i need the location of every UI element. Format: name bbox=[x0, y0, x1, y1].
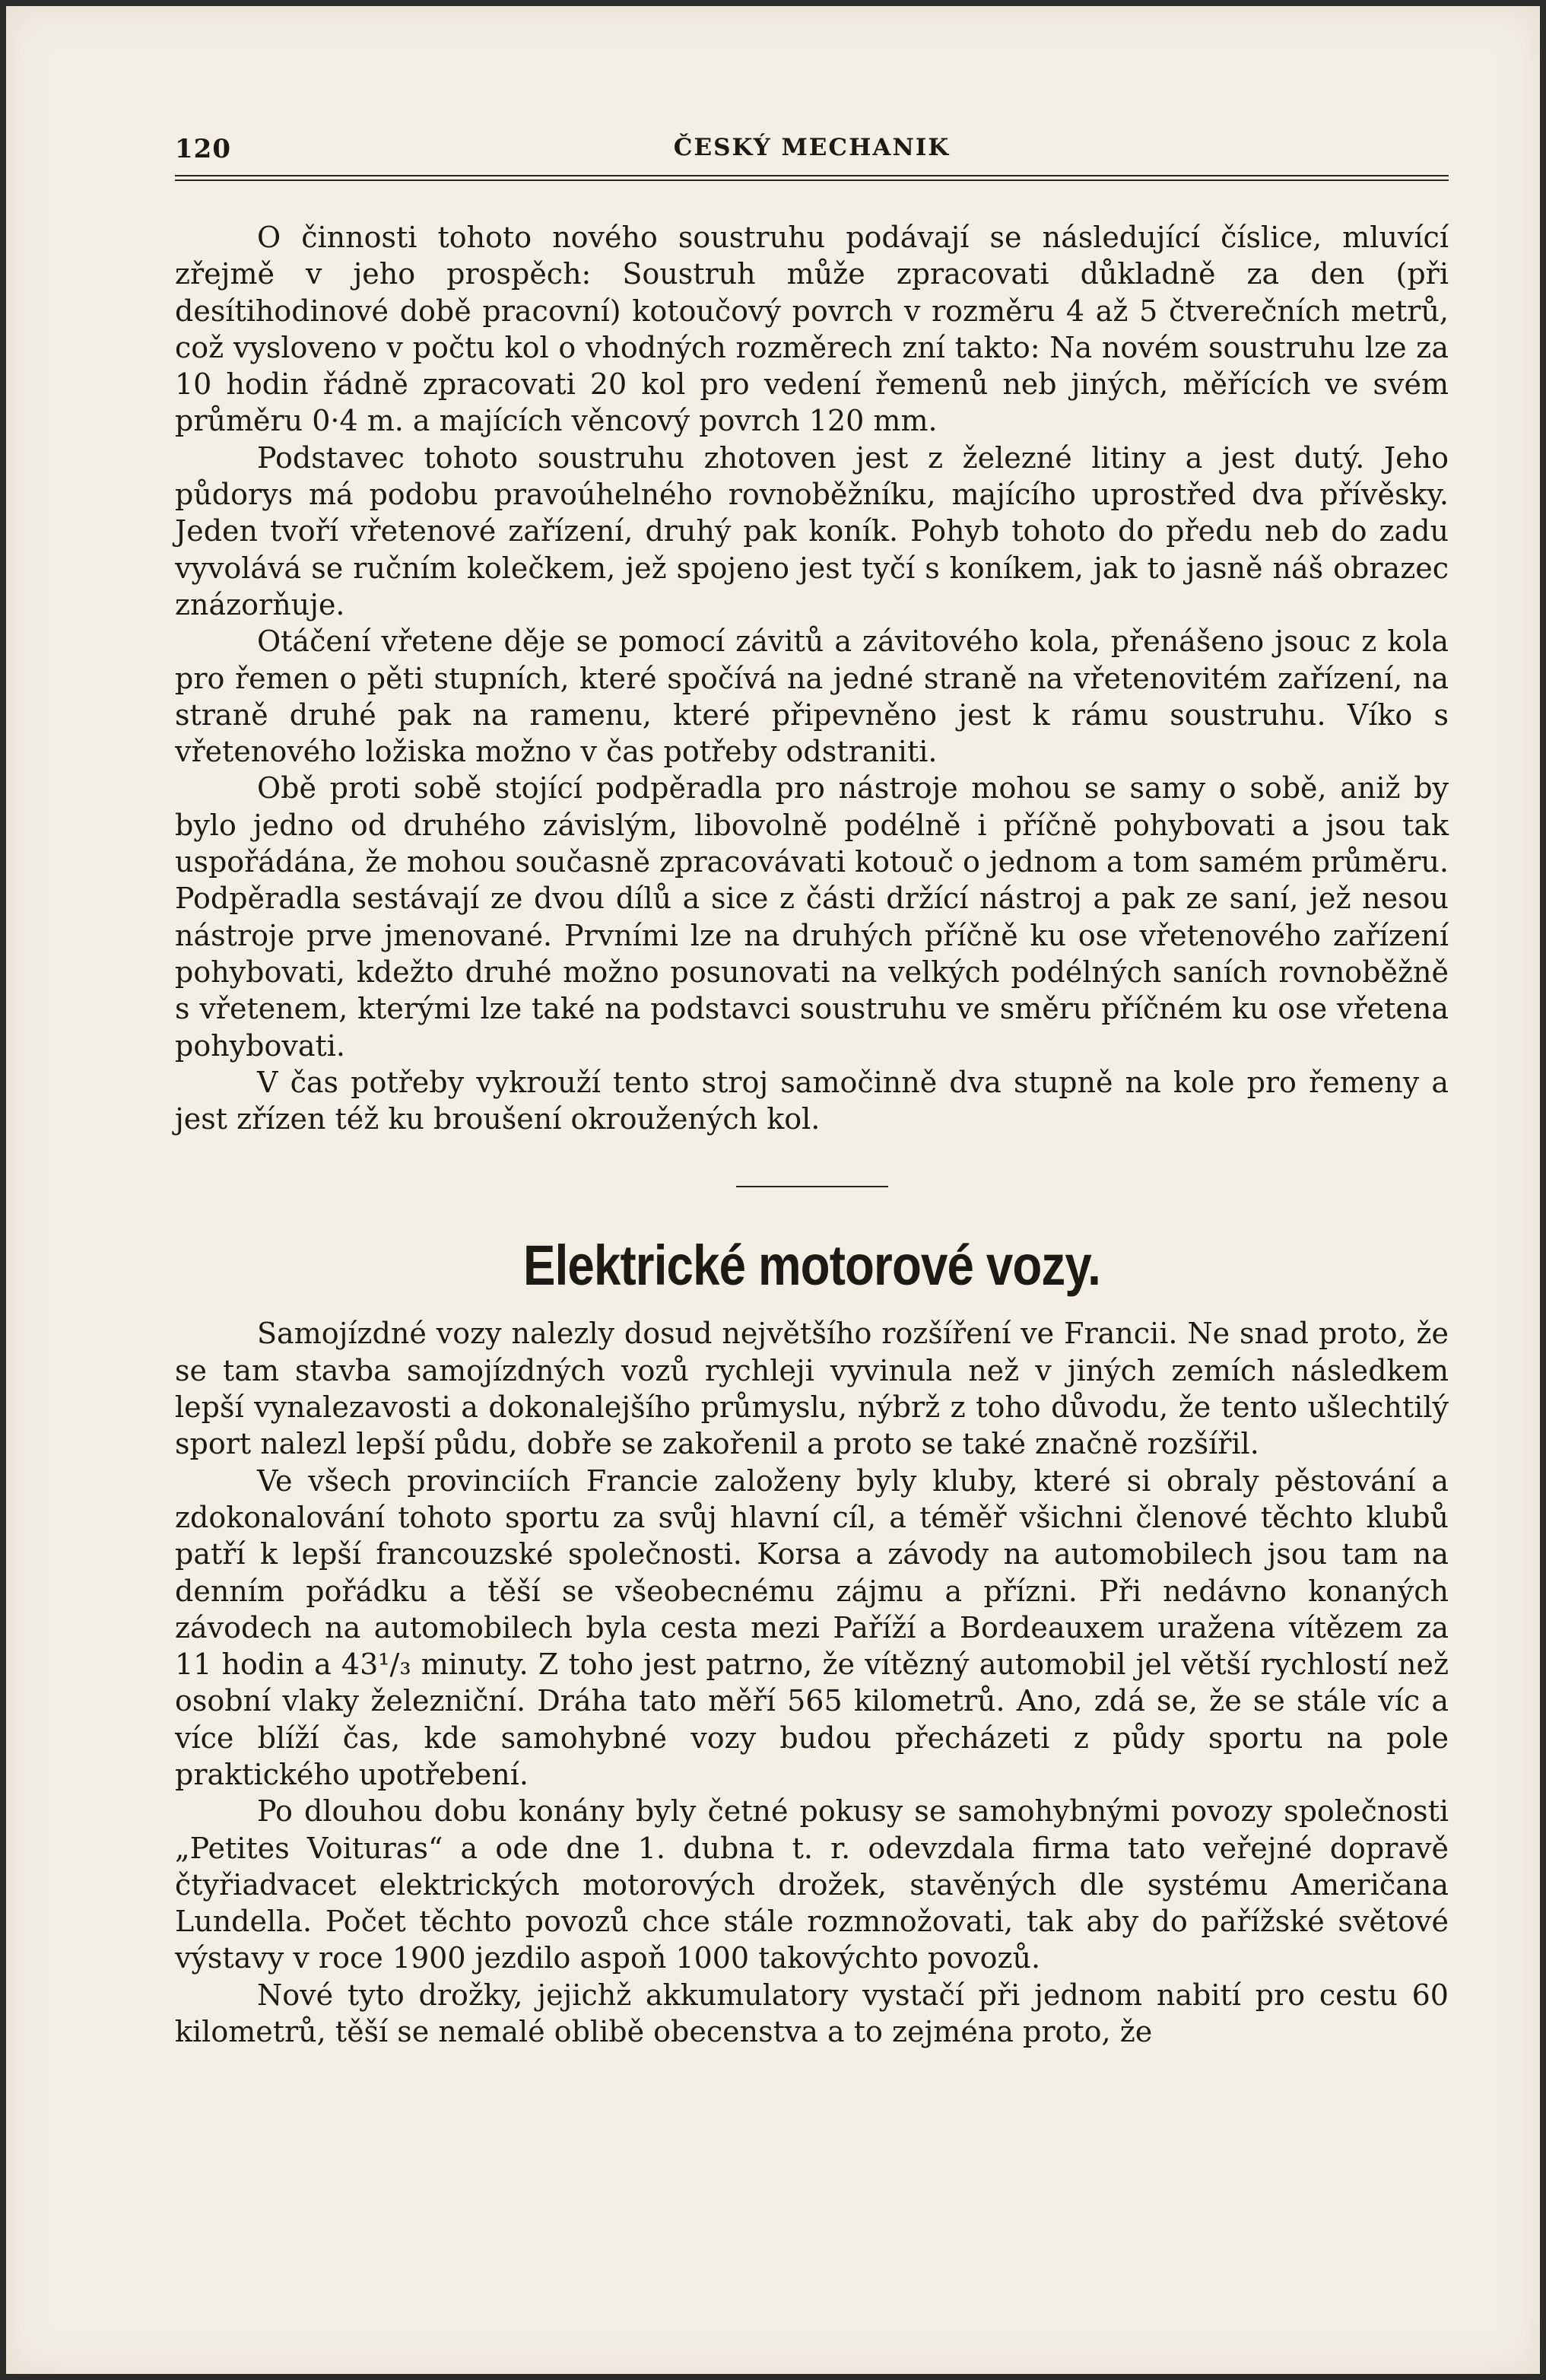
paragraph: Ve všech provinciích Francie založeny byly kluby, které si obraly pěstování a zdokonalování tohoto sportu za svůj hlavní cíl, a téměř všichni členové těchto klubů patří k lepší francouzské společnosti. Korsa a závody na automobilech jsou tam na denním pořádku a těší se všeobecnému zájmu a přízni. Při nedávno konaných závodech na automobilech byla cesta mezi Paříží a Bordeauxem uražena vítězem za 11 hodin a 43¹/₃ minuty. Z toho jest patrno, že vítězný automobil jel větší rychlostí než osobní vlaky železniční. Dráha tato měří 565 kilometrů. Ano, zdá se, že se stále víc a více blíží čas, kde samohybné vozy budou přecházeti z půdy sportu na pole praktického upotřebení. bbox=[175, 1463, 1449, 1791]
header-rule bbox=[175, 175, 1449, 176]
paragraph: O činnosti tohoto nového soustruhu podávají se následující číslice, mluvící zřejmě v jeho prospěch: Soustruh může zpracovati důkladně za den (při desítihodinové době pracovní) kotoučový povrch v rozměru 4 až 5 čtverečních metrů, což vysloveno v počtu kol o vhodných rozměrech zní takto: Na novém soustruhu lze za 10 hodin řádně zpracovati 20 kol pro vedení řemenů neb jiných, měřících ve svém průměru 0·4 m. a majících věncový povrch 120 mm. bbox=[175, 221, 1449, 438]
paragraph: Po dlouhou dobu konány byly četné pokusy se samohybnými povozy společnosti „Petites Voituras“ a ode dne 1. dubna t. r. odevzdala firma tato veřejné dopravě čtyřiadvacet elektrických motorových drožek, stavěných dle systému Američana Lundella. Počet těchto povozů chce stále rozmnožovati, tak aby do pařížské světové výstavy v roce 1900 jezdilo aspoň 1000 takovýchto povozů. bbox=[175, 1794, 1449, 1975]
running-head: ČESKÝ MECHANIK bbox=[673, 134, 951, 161]
page-header bbox=[175, 134, 1449, 172]
section-electric-cars bbox=[175, 1315, 1449, 2050]
page-number: 120 bbox=[175, 134, 231, 164]
paragraph: Podstavec tohoto soustruhu zhotoven jest z železné litiny a jest dutý. Jeho půdorys má podobu pravoúhelného rovnoběžníku, majícího uprostřed dva přívěsky. Jeden tvoří vřetenové zařízení, druhý pak koník. Pohyb tohoto do předu neb do zadu vyvolává se ručním kolečkem, jež spojeno jest tyčí s koníkem, jak to jasně náš obrazec znázorňuje. bbox=[175, 440, 1449, 621]
article-body bbox=[175, 219, 1449, 2050]
paragraph: Otáčení vřetene děje se pomocí závitů a závitového kola, přenášeno jsouc z kola pro řemen o pěti stupních, které spočívá na jedné straně na vřetenovitém zařízení, na straně druhé pak na ramenu, které připevněno jest k rámu soustruhu. Víko s vřetenového ložiska možno v čas potřeby odstraniti. bbox=[175, 624, 1449, 769]
paragraph: Nové tyto drožky, jejichž akkumulatory vystačí při jednom nabití pro cestu 60 kilometrů, těší se nemalé oblibě obecenstva a to zejména proto, že bbox=[175, 1978, 1449, 2049]
paragraph: V čas potřeby vykrouží tento stroj samočinně dva stupně na kole pro řemeny a jest zřízen též ku broušení okroužených kol. bbox=[175, 1065, 1449, 1136]
header-rule-second bbox=[175, 180, 1449, 181]
paragraph: Obě proti sobě stojící podpěradla pro nástroje mohou se samy o sobě, aniž by bylo jedno od druhého závislým, libovolně podélně i příčně pohybovati a jsou tak uspořádána, že mohou současně zpracovávati kotouč o jednom a tom samém průměru. Podpěradla sestávají ze dvou dílů a sice z části držící nástroj a pak ze saní, jež nesou nástroje prve jmenované. Prvními lze na druhých příčně ku ose vřetenového zařízení pohybovati, kdežto druhé možno posunovati na velkých podélných saních rovnoběžně s vřetenem, kterými lze také na podstavci soustruhu ve směru příčném ku ose vřetena pohybovati. bbox=[175, 771, 1449, 1063]
paragraph: Samojízdné vozy nalezly dosud největšího rozšíření ve Francii. Ne snad proto, že se tam stavba samojízdných vozů rychleji vyvinula než v jiných zemích následkem lepší vynalezavosti a dokonalejšího průmyslu, nýbrž z toho důvodu, že tento ušlechtilý sport nalezl lepší půdu, dobře se zakořenil a proto se také značně rozšířil. bbox=[175, 1317, 1449, 1461]
section-lathe bbox=[175, 219, 1449, 1137]
page-sheet bbox=[6, 6, 1540, 2374]
article-title: Elektrické motorové vozy. bbox=[522, 1234, 1101, 1298]
section-divider bbox=[736, 1186, 888, 1187]
